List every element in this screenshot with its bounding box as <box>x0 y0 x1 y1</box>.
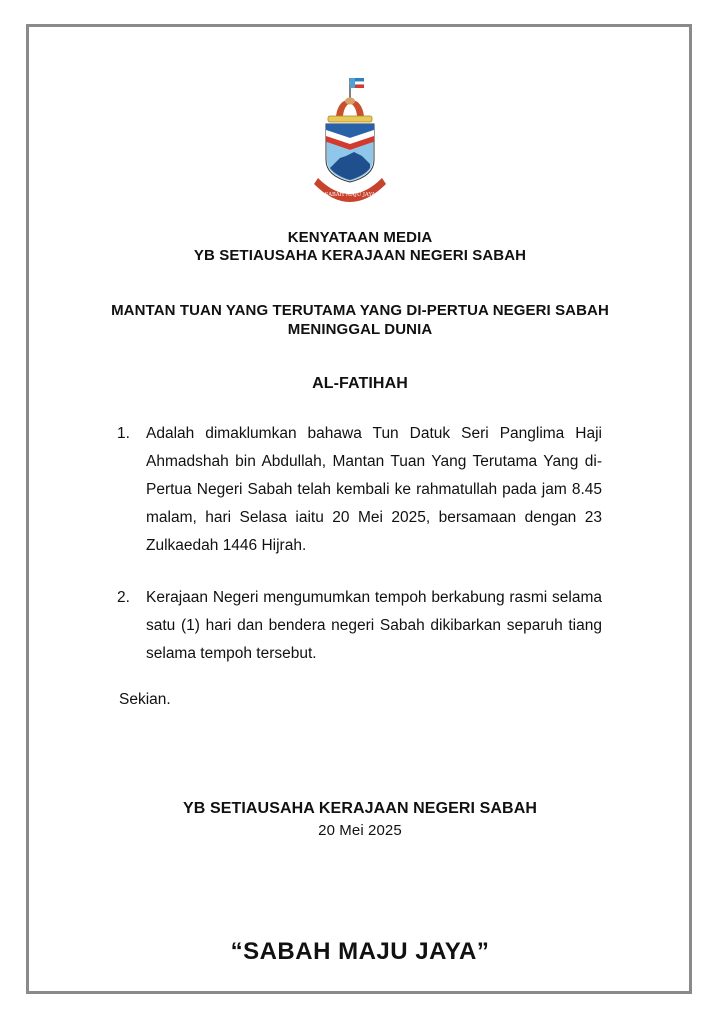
crest-motto: SABAH MAJU JAYA <box>324 192 376 198</box>
slogan: “SABAH MAJU JAYA” <box>230 938 490 965</box>
paragraph-2-line: selama tempoh tersebut. <box>146 645 317 662</box>
closing-text: Sekian. <box>119 691 171 708</box>
paragraph-1-line: malam, hari Selasa iaitu 20 Mei 2025, bersamaan dengan 23 <box>146 509 602 526</box>
signature-date: 20 Mei 2025 <box>318 822 402 839</box>
header-line-1: KENYATAAN MEDIA <box>287 229 433 246</box>
headline-line-2: MENINGGAL DUNIA <box>287 321 433 338</box>
paragraph-2-number: 2. <box>117 589 130 606</box>
paragraph-2-line: Kerajaan Negeri mengumumkan tempoh berkabung rasmi selama <box>146 589 602 606</box>
paragraph-1-number: 1. <box>117 425 130 442</box>
signature-title: YB SETIAUSAHA KERAJAAN NEGERI SABAH <box>182 800 538 817</box>
paragraph-1-line: Adalah dimaklumkan bahawa Tun Datuk Seri Panglima Haji <box>146 425 602 442</box>
sabah-coat-of-arms <box>314 72 398 204</box>
paragraph-1 <box>146 420 602 560</box>
paragraph-1-line: Pertua Negeri Sabah telah kembali ke rahmatullah pada jam 8.45 <box>146 481 602 498</box>
headline-line-1: MANTAN TUAN YANG TERUTAMA YANG DI-PERTUA NEGERI SABAH <box>111 302 609 319</box>
header-line-2: YB SETIAUSAHA KERAJAAN NEGERI SABAH <box>193 247 527 264</box>
paragraph-1-line: Ahmadshah bin Abdullah, Mantan Tuan Yang Terutama Yang di- <box>146 453 602 470</box>
paragraph-2-line: satu (1) hari dan bendera negeri Sabah dikibarkan separuh tiang <box>146 617 602 634</box>
paragraph-2 <box>146 584 602 668</box>
paragraph-1-line: Zulkaedah 1446 Hijrah. <box>146 537 307 554</box>
subheading: AL-FATIHAH <box>312 375 408 392</box>
